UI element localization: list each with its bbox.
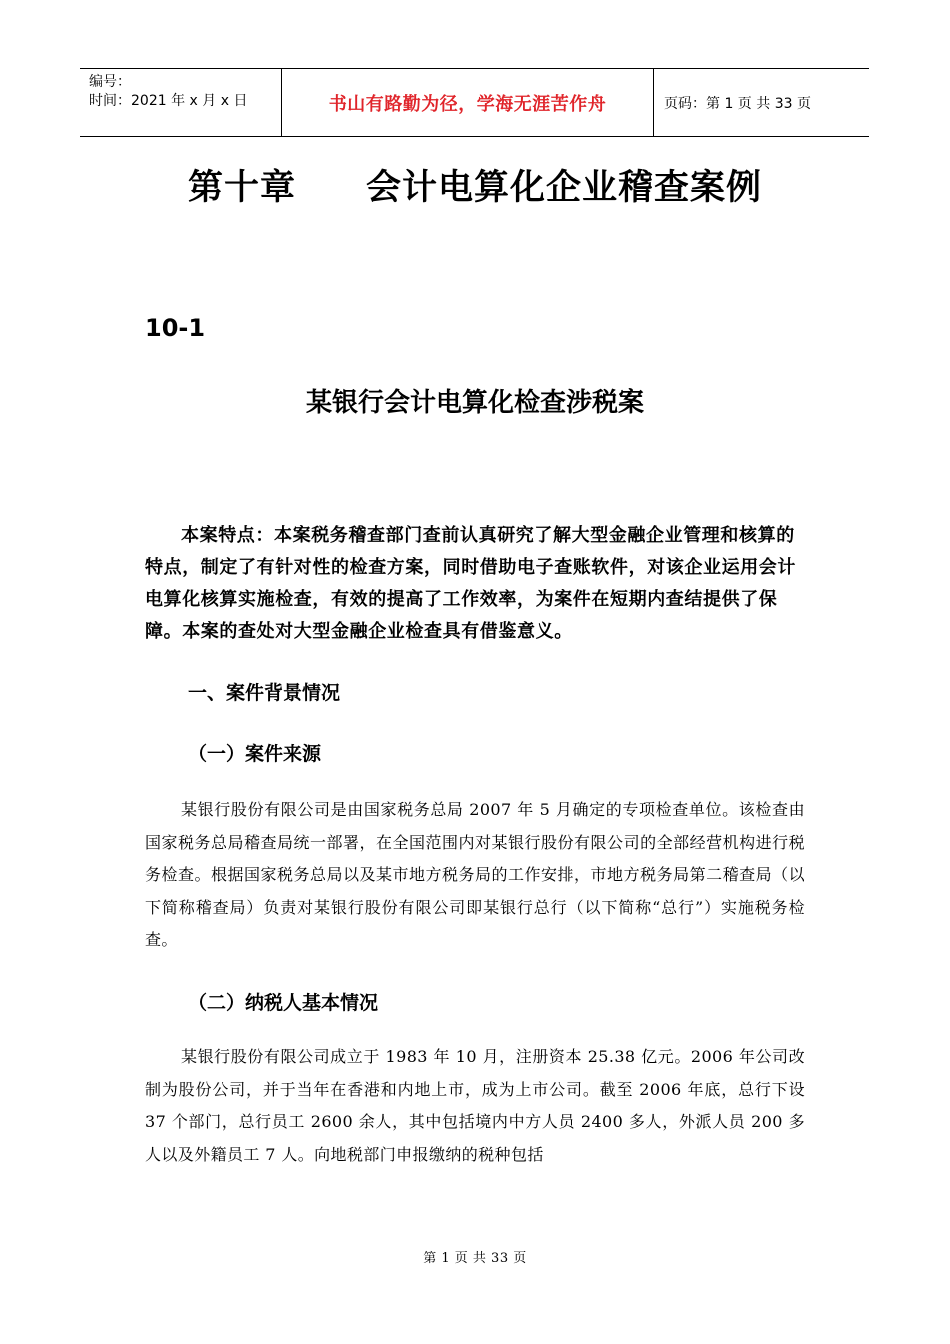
header-motto: 书山有路勤为径，学海无涯苦作舟 xyxy=(281,69,654,136)
case-title: 某银行会计电算化检查涉税案 xyxy=(305,388,644,418)
paragraph-case-source: 某银行股份有限公司是由国家税务总局 2007 年 5 月确定的专项检查单位。该检查由国家税务总局稽查局统一部署，在全国范围内对某银行股份有限公司的全部经营机构进行税务检查。根据国家税务总局以及某市地方税务局的工作安排，市地方税务局第二稽查局（以下简称稽查局）负责对某银行股份有限公司即某银行总行（以下简称“总行”）实施税务检查。 xyxy=(145,800,805,949)
subsection-heading-case-source: （一）案件来源 xyxy=(188,743,322,765)
document-number: 编号： xyxy=(89,74,131,90)
subsection-heading-taxpayer-info: （二）纳税人基本情况 xyxy=(188,992,379,1014)
chapter-title xyxy=(0,160,950,210)
section-heading-1: 一、案件背景情况 xyxy=(188,682,341,704)
header-page-info: 页码：第 1 页 共 33 页 xyxy=(664,95,811,112)
case-number: 10-1 xyxy=(145,314,206,342)
header-meta xyxy=(80,69,281,136)
paragraph-taxpayer-info: 某银行股份有限公司成立于 1983 年 10 月，注册资本 25.38 亿元。2006 年公司改制为股份公司，并于当年在香港和内地上市，成为上市公司。截至 2006 年底，总行下设 37 个部门，总行员工 2600 余人，其中包括境内中方人员 2400 多人，外派人员 200 多人以及外籍员工 7 人。向地税部门申报缴纳的税种包括 xyxy=(145,1047,805,1164)
chapter-number: 第十章 xyxy=(187,168,296,208)
page-footer: 第 1 页 共 33 页 xyxy=(423,1251,527,1266)
document-date: 时间：2021 年 x 月 x 日 xyxy=(89,93,248,109)
chapter-name: 会计电算化企业稽查案例 xyxy=(366,168,763,208)
case-summary: 本案特点：本案税务稽查部门查前认真研究了解大型金融企业管理和核算的特点，制定了有针对性的检查方案，同时借助电子查账软件，对该企业运用会计电算化核算实施检查，有效的提高了工作效率，为案件在短期内查结提供了保障。本案的查处对大型金融企业检查具有借鉴意义。 xyxy=(145,525,796,642)
page-header xyxy=(80,68,869,137)
